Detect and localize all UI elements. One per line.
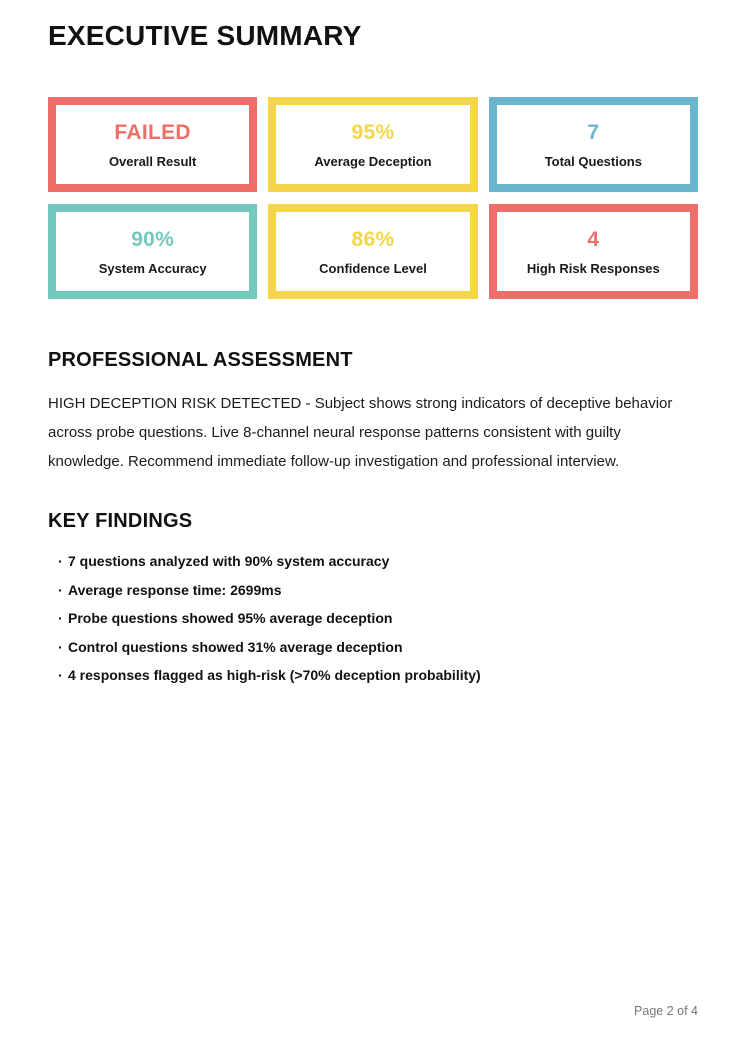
metric-label: Overall Result xyxy=(108,153,197,169)
key-findings-section xyxy=(48,510,698,684)
professional-assessment-body: HIGH DECEPTION RISK DETECTED - Subject shows strong indicators of deceptive behavior across probe questions. Live 8-channel neural response patterns consistent with guilty knowledge. Recommend immediate follow-up investigation and professional interview. xyxy=(48,395,673,470)
professional-assessment-section xyxy=(48,349,698,476)
metric-label: Confidence Level xyxy=(319,260,427,276)
key-finding-item: · Control questions showed 31% average deception xyxy=(68,638,698,656)
key-findings-heading: KEY FINDINGS xyxy=(48,510,193,532)
page-title: EXECUTIVE SUMMARY xyxy=(48,20,362,51)
metric-card-high-risk-responses xyxy=(489,204,698,299)
metric-label: Total Questions xyxy=(544,153,642,169)
metric-label: System Accuracy xyxy=(98,260,207,276)
metric-card-total-questions xyxy=(489,97,698,192)
professional-assessment-heading: PROFESSIONAL ASSESSMENT xyxy=(48,349,353,371)
metric-value: FAILED xyxy=(114,120,191,144)
page-number: Page 2 of 4 xyxy=(634,1004,698,1018)
key-finding-item: · Probe questions showed 95% average deception xyxy=(68,609,698,627)
metrics-grid xyxy=(48,97,698,299)
key-findings-list xyxy=(48,552,698,684)
metric-card-system-accuracy xyxy=(48,204,257,299)
metric-value: 4 xyxy=(587,227,600,251)
key-finding-item: · 7 questions analyzed with 90% system accuracy xyxy=(68,552,698,570)
metric-value: 86% xyxy=(351,227,395,251)
metric-card-average-deception xyxy=(268,97,477,192)
key-finding-item: · Average response time: 2699ms xyxy=(68,581,698,599)
metric-card-confidence-level xyxy=(268,204,477,299)
metric-label: High Risk Responses xyxy=(526,260,660,276)
metric-card-overall-result xyxy=(48,97,257,192)
metric-value: 95% xyxy=(351,120,395,144)
metric-value: 90% xyxy=(131,227,175,251)
metric-value: 7 xyxy=(587,120,600,144)
key-finding-item: · 4 responses flagged as high-risk (>70% deception probability) xyxy=(68,666,698,684)
metric-label: Average Deception xyxy=(314,153,432,169)
